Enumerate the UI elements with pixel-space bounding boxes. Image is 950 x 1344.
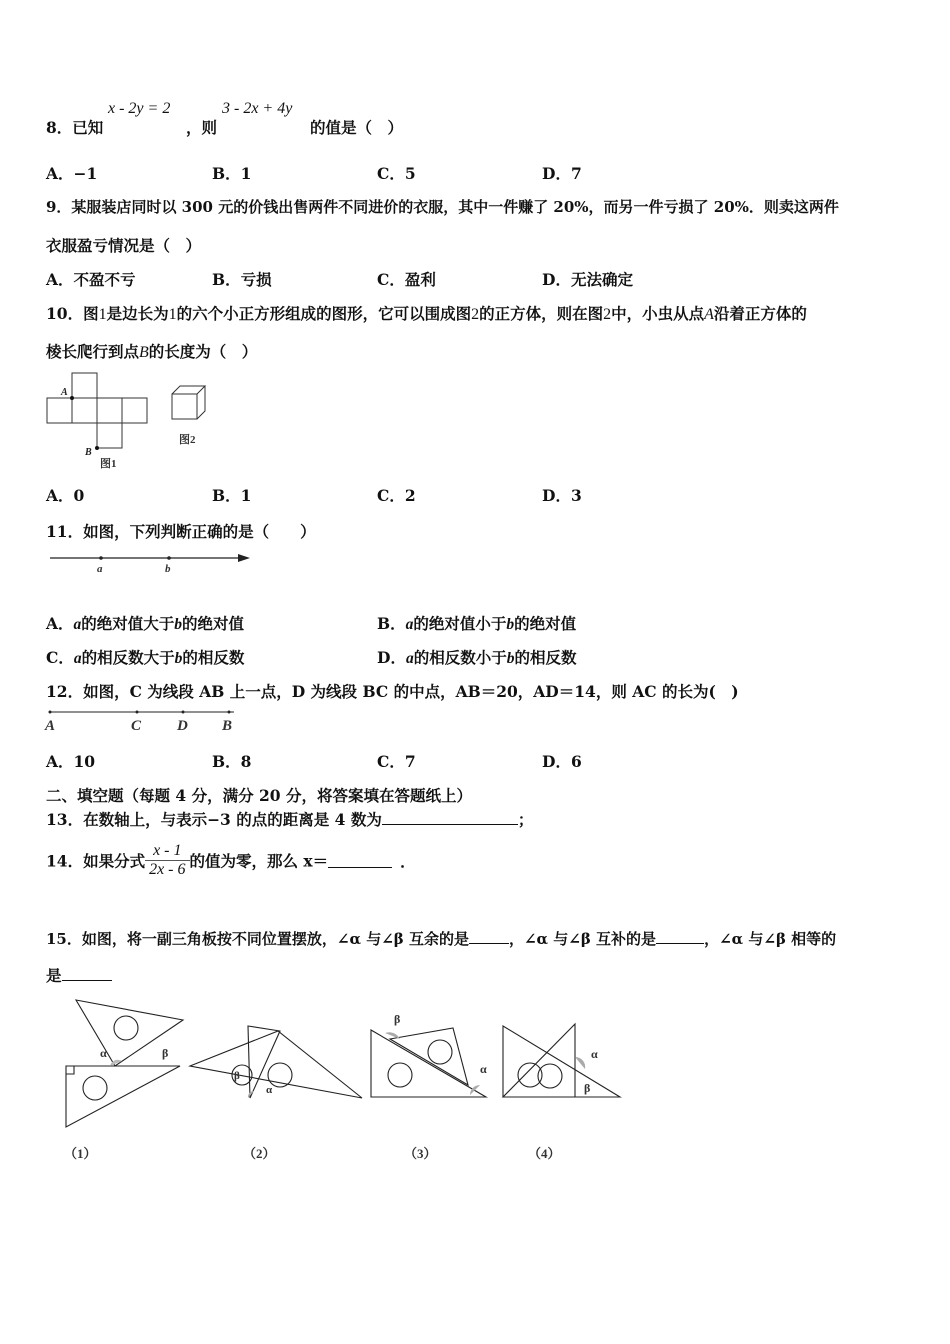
q9-option-d: D．无法确定 bbox=[542, 270, 633, 289]
q9-option-c: C．盈利 bbox=[377, 270, 436, 289]
q15-blank-equal[interactable] bbox=[62, 966, 112, 981]
fig4-alpha-label: α bbox=[591, 1047, 598, 1061]
cube-net-figure bbox=[47, 373, 147, 448]
segment-label-d: D bbox=[177, 718, 188, 734]
fraction-numerator: x - 1 bbox=[145, 842, 189, 861]
option-text: 的相反数 bbox=[182, 648, 245, 667]
segment-label-b: B bbox=[222, 718, 233, 734]
net-label-b: B bbox=[85, 447, 92, 458]
fig1-label: 图1 bbox=[100, 458, 117, 470]
fig2-caption: （2） bbox=[243, 1146, 276, 1161]
option-text: 的相反数小于 bbox=[413, 648, 507, 667]
segment-label-c: C bbox=[131, 718, 142, 734]
number-line-point-a bbox=[99, 556, 103, 560]
fig2-label: 图2 bbox=[179, 434, 196, 446]
q14-prefix: 14．如果分式 bbox=[46, 851, 146, 871]
option-prefix: D． bbox=[377, 648, 406, 667]
var-b: b bbox=[174, 650, 183, 667]
net-point-b bbox=[95, 446, 99, 450]
q10-text: 10．图 bbox=[46, 304, 99, 323]
fig1-triangles bbox=[66, 1000, 183, 1127]
number-line-label-a: a bbox=[97, 563, 103, 575]
fig4-angle-mark bbox=[575, 1057, 585, 1069]
q14 bbox=[46, 842, 416, 879]
option-text: 的相反数大于 bbox=[81, 648, 175, 667]
segment-point-a bbox=[49, 711, 52, 714]
q10-stem-line2 bbox=[46, 340, 257, 362]
section-title: 二、填空题（每题 4 分，满分 20 分，将答案填在答题纸上） bbox=[46, 786, 472, 805]
fig1-beta-label: β bbox=[162, 1046, 169, 1060]
cube-figure bbox=[172, 386, 205, 419]
q10-text: 沿着正方体的 bbox=[713, 304, 807, 323]
q10-point-a: A bbox=[704, 306, 714, 323]
fig3-beta-label: β bbox=[394, 1012, 401, 1026]
q10-figures bbox=[40, 368, 230, 474]
var-b: b bbox=[506, 650, 515, 667]
fig2-alpha-label: α bbox=[266, 1084, 273, 1096]
option-text: 的相反数 bbox=[514, 648, 577, 667]
q8-option-d: D．7 bbox=[542, 164, 582, 183]
segment-label-a: A bbox=[45, 718, 56, 734]
q8-option-b: B．1 bbox=[212, 164, 252, 183]
q11-option-d bbox=[377, 646, 576, 668]
option-text: 的绝对值 bbox=[182, 614, 245, 633]
fig4-beta-label: β bbox=[584, 1081, 591, 1095]
q14-fraction bbox=[145, 842, 189, 879]
option-text: 的绝对值大于 bbox=[81, 614, 175, 633]
q15-text: 是 bbox=[46, 966, 62, 985]
q10-text: 棱长爬行到点 bbox=[46, 342, 140, 361]
option-text: 的绝对值小于 bbox=[413, 614, 507, 633]
q11-option-a bbox=[46, 612, 244, 634]
q12-segment bbox=[44, 706, 244, 736]
fig1-caption: （1） bbox=[64, 1146, 97, 1161]
q10-num: 1 bbox=[168, 306, 177, 323]
var-a: a bbox=[405, 650, 414, 667]
q10-point-b: B bbox=[139, 344, 149, 361]
q8-then: ，则 bbox=[186, 118, 218, 137]
q11-stem: 11．如图，下列判断正确的是（ ） bbox=[46, 522, 316, 541]
fig2-triangles bbox=[190, 1026, 362, 1098]
option-prefix: A． bbox=[46, 614, 74, 633]
arrow-head-icon bbox=[238, 554, 250, 562]
q9-stem-line2: 衣服盈亏情况是（ ） bbox=[46, 236, 202, 255]
q10-text: 中，小虫从点 bbox=[611, 304, 705, 323]
q9-option-a: A．不盈不亏 bbox=[46, 270, 136, 289]
q11-option-b bbox=[377, 612, 576, 634]
option-text: 的绝对值 bbox=[514, 614, 577, 633]
q9-stem-line1: 9．某服装店同时以 300 元的价钱出售两件不同进价的衣服，其中一件赚了 20%，而另一件亏损了 20%．则卖这两件 bbox=[46, 198, 839, 216]
segment-point-d bbox=[182, 711, 185, 714]
var-b: b bbox=[506, 616, 515, 633]
q8-condition: x - 2y = 2 bbox=[108, 100, 171, 117]
fig4-triangles bbox=[503, 1024, 620, 1097]
q14-mid: 的值为零，那么 x＝ bbox=[189, 851, 329, 871]
fig4-caption: （4） bbox=[528, 1146, 561, 1161]
q11-number-line bbox=[46, 548, 256, 578]
q8-expression: 3 - 2x + 4y bbox=[222, 100, 293, 117]
q15-blank-supplementary[interactable] bbox=[656, 929, 704, 944]
fig1-alpha-label: α bbox=[100, 1046, 107, 1060]
fig3-caption: （3） bbox=[404, 1146, 437, 1161]
q15-stem-line1 bbox=[46, 928, 836, 949]
q10-num: 1 bbox=[98, 306, 107, 323]
q15-figures bbox=[40, 995, 640, 1170]
q15-stem-line2 bbox=[46, 964, 112, 986]
q13-stem: 13．在数轴上，与表示−3 的点的距离是 4 数为 bbox=[46, 810, 382, 829]
var-a: a bbox=[73, 616, 82, 633]
segment-point-b bbox=[228, 711, 231, 714]
number-line-label-b: b bbox=[165, 563, 171, 575]
q10-option-c: C．2 bbox=[377, 486, 416, 505]
net-point-a bbox=[70, 396, 74, 400]
q14-answer-blank[interactable] bbox=[328, 853, 392, 868]
q15-text: 15．如图，将一副三角板按不同位置摆放，∠α 与∠β 互余的是 bbox=[46, 930, 469, 948]
q10-text: 的长度为（ ） bbox=[148, 342, 258, 361]
fig3-angle-mark-alpha bbox=[470, 1085, 480, 1095]
q12-option-d: D．6 bbox=[542, 752, 582, 771]
var-a: a bbox=[73, 650, 82, 667]
q9-option-b: B．亏损 bbox=[212, 270, 272, 289]
q8 bbox=[46, 100, 906, 150]
option-prefix: B． bbox=[377, 614, 406, 633]
q10-text: 的六个小正方形组成的图形，它可以围成图 bbox=[176, 304, 472, 323]
q11-option-c bbox=[46, 646, 244, 668]
fig3-triangles bbox=[371, 1028, 486, 1097]
q13 bbox=[46, 808, 533, 830]
q14-tail: ． bbox=[400, 851, 416, 871]
segment-point-c bbox=[136, 711, 139, 714]
q10-num: 2 bbox=[603, 306, 612, 323]
fraction-denominator: 2x - 6 bbox=[149, 861, 186, 878]
q8-tail: 的值是（ ） bbox=[310, 118, 404, 137]
q15-text: ，∠α 与∠β 相等的 bbox=[704, 930, 837, 948]
q15-text: ，∠α 与∠β 互补的是 bbox=[508, 930, 657, 948]
fig2-beta-label: β bbox=[234, 1070, 240, 1082]
q15-blank-complementary[interactable] bbox=[469, 929, 509, 944]
q12-option-a: A．10 bbox=[46, 752, 96, 771]
q8-option-c: C．5 bbox=[377, 164, 416, 183]
q10-option-d: D．3 bbox=[542, 486, 582, 505]
q10-option-b: B．1 bbox=[212, 486, 252, 505]
var-b: b bbox=[174, 616, 183, 633]
q12-stem: 12．如图，C 为线段 AB 上一点，D 为线段 BC 的中点，AB＝20，AD＝14，则 AC 的长为( ) bbox=[46, 682, 739, 701]
option-prefix: C． bbox=[46, 648, 74, 667]
q10-num: 2 bbox=[471, 306, 480, 323]
q12-option-c: C．7 bbox=[377, 752, 416, 771]
q10-option-a: A．0 bbox=[46, 486, 85, 505]
var-a: a bbox=[405, 616, 414, 633]
number-line-point-b bbox=[167, 556, 171, 560]
q12-option-b: B．8 bbox=[212, 752, 252, 771]
fig3-alpha-label: α bbox=[480, 1062, 487, 1076]
q10-stem-line1 bbox=[46, 302, 807, 324]
q13-answer-blank[interactable] bbox=[382, 810, 518, 825]
q13-tail: ； bbox=[517, 810, 534, 829]
fig3-angle-mark-beta bbox=[385, 1032, 400, 1039]
q10-text: 是边长为 bbox=[106, 304, 169, 323]
q8-option-a: A．−1 bbox=[46, 164, 98, 183]
q10-text: 的正方体，则在图 bbox=[479, 304, 604, 323]
q8-number: 8．已知 bbox=[46, 118, 104, 137]
net-label-a: A bbox=[61, 387, 68, 398]
